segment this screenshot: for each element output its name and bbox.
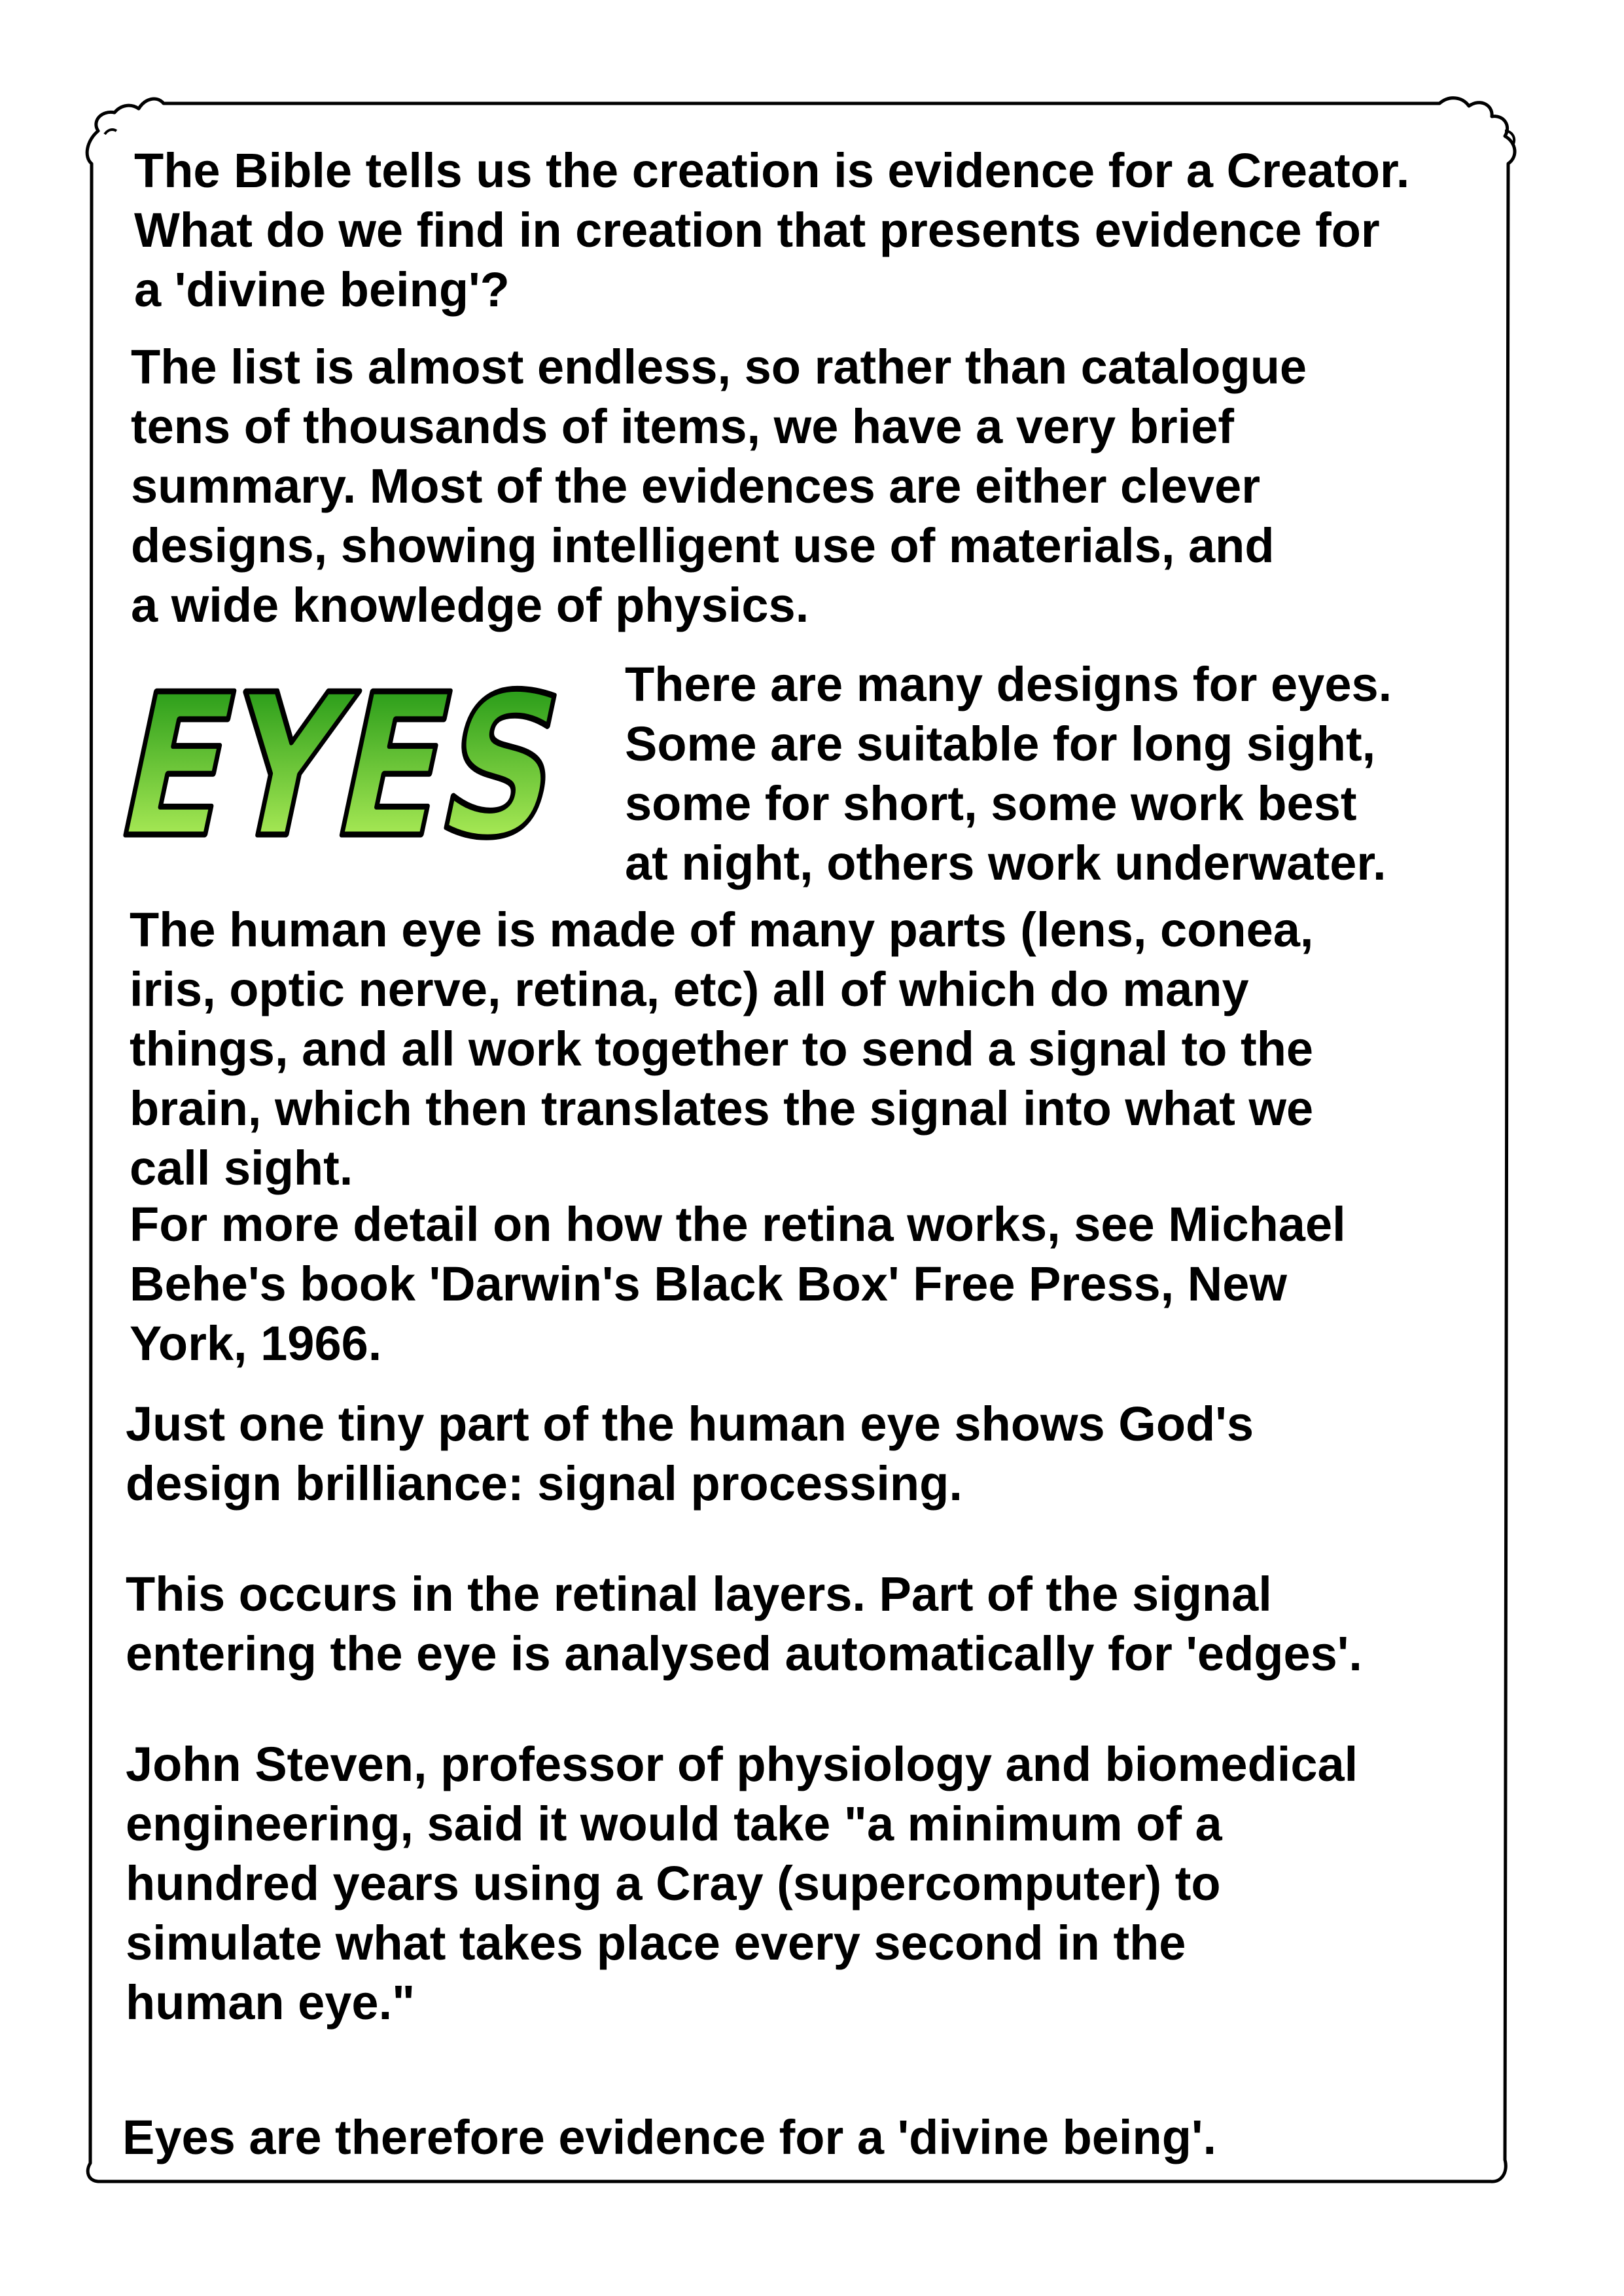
human-eye-parts-paragraph: The human eye is made of many parts (lens, conea, iris, optic nerve, retina, etc) all of which do many things, and all work together to send a signal to the brain, which then translates the signal into what we call sight. bbox=[130, 903, 1314, 1195]
retinal-layers-paragraph: This occurs in the retinal layers. Part of the signal entering the eye is analysed automatically for 'edges'. bbox=[126, 1567, 1362, 1681]
eyes-title-text: EYES bbox=[101, 652, 702, 882]
john-steven-quote-paragraph: John Steven, professor of physiology and biomedical engineering, said it would take "a minimum of a hundred years using a Cray (supercomputer) to simulate what takes place every second in the human eye." bbox=[126, 1737, 1358, 2030]
eyes-title-graphic bbox=[101, 651, 702, 882]
conclusion-paragraph: Eyes are therefore evidence for a 'divine being'. bbox=[122, 2110, 1217, 2164]
retina-reference-paragraph: For more detail on how the retina works, see Michael Behe's book 'Darwin's Black Box' Free Press, New York, 1966. bbox=[130, 1197, 1346, 1371]
signal-processing-paragraph: Just one tiny part of the human eye shows God's design brilliance: signal processing. bbox=[126, 1397, 1254, 1511]
intro-paragraph: The Bible tells us the creation is evidence for a Creator. What do we find in creation that presents evidence for a 'divine being'? bbox=[134, 143, 1410, 317]
summary-paragraph: The list is almost endless, so rather than catalogue tens of thousands of items, we have a very brief summary. Most of the evidences are either clever designs, showing intelligent use of materials, and a wide knowledge of physics. bbox=[131, 340, 1307, 632]
eye-designs-paragraph: There are many designs for eyes. Some are suitable for long sight, some for short, some work best at night, others work underwater. bbox=[625, 657, 1392, 890]
eyes-title-lettering bbox=[101, 652, 702, 882]
